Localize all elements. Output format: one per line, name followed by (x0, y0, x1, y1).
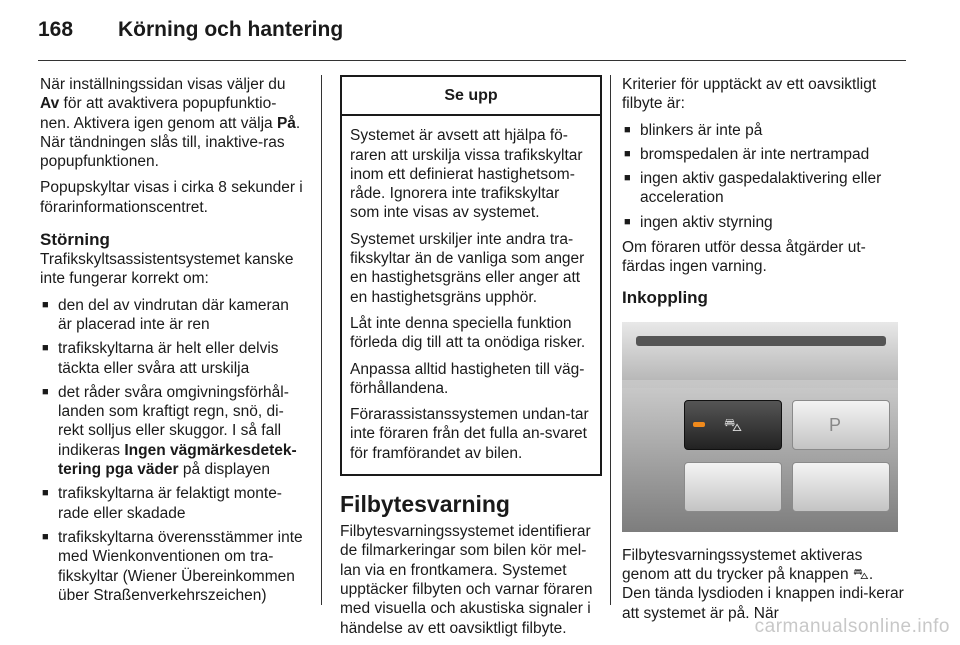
column-divider-right (610, 75, 611, 605)
warning-paragraph: Förarassistanssystemen undan-tar inte föraren från det fulla an-svaret för framförandet av bilen. (350, 406, 589, 462)
heading-activation: Inkoppling (622, 287, 708, 307)
vent-slot (636, 336, 886, 346)
list-item: ■ trafikskyltarna är felaktigt monte-rade eller skadade (40, 484, 304, 523)
criteria-list (622, 121, 904, 232)
heading-lane-departure: Filbytesvarning (340, 491, 510, 518)
paragraph-no-warning: Om föraren utför dessa åtgärder ut-färdas ingen varning. (622, 239, 866, 276)
paragraph-lane-departure: Filbytesvarningssystemet identifierar de filmarkeringar som bilen kör mel-lan via en frontkamera. Systemet upptäcker filbyten och varnar föraren med visuella och akustiska signaler i händelse av ett oavsiktligt filbyte. (340, 523, 593, 637)
warning-title: Se upp (342, 77, 600, 116)
page-title: Körning och hantering (118, 18, 344, 41)
column-divider-left (321, 75, 322, 605)
page-header (0, 0, 960, 62)
list-item: ■ den del av vindrutan där kameran är placerad inte är ren (40, 296, 304, 335)
list-item: ■ ingen aktiv gaspedalaktivering eller acceleration (622, 169, 904, 208)
warning-paragraph: Anpassa alltid hastigheten till väg-förhållandena. (350, 360, 585, 397)
display-message: Ingen vägmärkesdetek-tering pga väder (58, 441, 297, 479)
fault-list (40, 296, 304, 605)
warning-paragraph: Systemet urskiljer inte andra tra-fikskyltar än de vanliga som anger en hastighetsgräns eller anger att en hastighetsgräns upphör. (350, 230, 585, 306)
paragraph-popup-settings: När inställningssidan visas väljer du Av för att avaktivera popupfunktio-nen. Aktivera igen genom att välja På. När tändningen slås till, inaktive-ras popupfunktionen. (40, 76, 301, 171)
paragraph-fault-intro: Trafikskyltsassistentsystemet kanske inte fungerar korrekt om: (40, 251, 294, 288)
list-item: ■ det råder svåra omgivningsförhål-landen som kraftigt regn, snö, di-rekt solljus eller skuggor. I så fall indikeras Ingen vägmärkesdetek-tering pga väder på displayen (40, 383, 304, 479)
option-on: På (276, 114, 296, 132)
option-off: Av (40, 95, 60, 113)
paragraph-popup-duration: Popupskyltar visas i cirka 8 sekunder i förarinformationscentret. (40, 179, 303, 216)
list-item: ■ ingen aktiv styrning (622, 213, 904, 232)
lane-departure-button (684, 400, 782, 450)
column-middle (340, 75, 602, 645)
indicator-led (693, 422, 705, 427)
list-item: ■ trafikskyltarna är helt eller delvis täckta eller svåra att urskilja (40, 339, 304, 378)
warning-paragraph: Låt inte denna speciella funktion förleda dig till att ta onödiga risker. (350, 314, 586, 352)
parking-assist-button (792, 400, 890, 450)
page-number: 168 (38, 18, 74, 41)
panel-top (622, 322, 898, 380)
column-right (622, 75, 904, 630)
header-divider (38, 60, 906, 61)
lower-right-button (792, 462, 890, 512)
list-item: ■ blinkers är inte på (622, 121, 904, 140)
lane-departure-icon: ⛍ (723, 414, 743, 435)
warning-box (340, 75, 602, 476)
list-item: ■ bromspedalen är inte nertrampad (622, 145, 904, 164)
list-item: ■ trafikskyltarna överensstämmer inte med Wienkonventionen om tra-fikskyltar (Wiener Übereinkommen über Straßenverkehrszeichen) (40, 528, 304, 605)
heading-fault: Störning (40, 230, 110, 250)
watermark: carmanualsonline.info (754, 616, 950, 637)
paragraph-activation: Filbytesvarningssystemet aktiveras genom att du trycker på knappen ⛍. Den tända lysdioden i knappen indi-kerar att systemet är på. När (622, 546, 904, 622)
parking-assist-icon: P (828, 414, 841, 435)
dashboard-buttons-photo (622, 322, 898, 532)
lower-left-button (684, 462, 782, 512)
warning-paragraph: Systemet är avsett att hjälpa fö-raren att urskilja vissa trafikskyltar inom ett definierat hastighetsom-råde. Ignorera inte trafikskyltar som inte visas av systemet. (350, 127, 583, 222)
warning-body (342, 116, 600, 474)
column-left (40, 75, 304, 611)
paragraph-criteria-intro: Kriterier för upptäckt av ett oavsiktligt filbyte är: (622, 76, 877, 113)
